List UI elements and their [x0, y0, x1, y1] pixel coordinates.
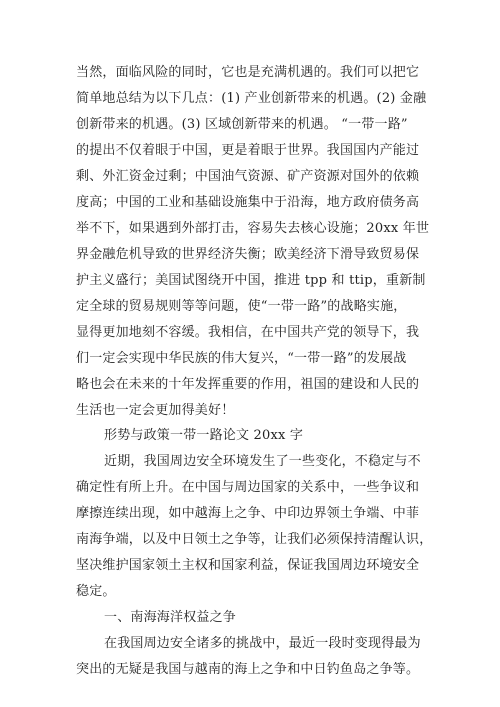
- paragraph-1-line-11: 显得更加地刻不容缓。我相信，在中国共产党的领导下，我: [76, 325, 420, 340]
- paragraph-1-line-12: 们一定会实现中华民族的伟大复兴，“一带一路”的发展战: [76, 351, 407, 366]
- paragraph-1-line-3: 创新带来的机遇。(3) 区域创新带来的机遇。 “一带一路”: [76, 117, 408, 132]
- paragraph-1-line-5: 剩、外汇资金过剩；中国油气资源、矿产资源对国外的依赖: [76, 169, 420, 184]
- paragraph-3-line-1: 在我国周边安全诸多的挑战中，最近一段时变现得最为: [104, 636, 421, 651]
- paragraph-1-line-13: 略也会在未来的十年发挥重要的作用，祖国的建设和人民的: [76, 377, 420, 392]
- paragraph-2-line-2: 确定性有所上升。在中国与周边国家的关系中，一些争议和: [76, 480, 420, 495]
- paragraph-2-line-5: 坚决维护国家领土主权和国家利益，保证我国周边环境安全: [76, 558, 420, 573]
- paragraph-1-line-2: 简单地总结为以下几点：(1) 产业创新带来的机遇。(2) 金融: [76, 91, 427, 106]
- paragraph-1-line-8: 界金融危机导致的世界经济失衡；欧美经济下滑导致贸易保: [76, 247, 420, 262]
- document-heading: 形势与政策一带一路论文 20xx 字: [104, 428, 304, 443]
- paragraph-3-line-2: 突出的无疑是我国与越南的海上之争和中日钓鱼岛之争等。: [76, 662, 420, 677]
- paragraph-2-line-4: 南海争端，以及中日领土之争等，让我们必须保持清醒认识，: [76, 532, 433, 547]
- paragraph-2-line-6: 稳定。: [76, 584, 116, 599]
- paragraph-1-line-4: 的提出不仅着眼于中国，更是着眼于世界。我国国内产能过: [76, 143, 420, 158]
- paragraph-2-line-1: 近期，我国周边安全环境发生了一些变化，不稳定与不: [104, 454, 421, 469]
- paragraph-1-line-9: 护主义盛行；美国试图绕开中国，推进 tpp 和 ttip，重新制: [76, 273, 426, 288]
- paragraph-1-line-6: 度高；中国的工业和基础设施集中于沿海，地方政府债务高: [76, 195, 420, 210]
- paragraph-1-line-1: 当然，面临风险的同时，它也是充满机遇的。我们可以把它: [76, 65, 420, 80]
- section-heading: 一、南海海洋权益之争: [104, 610, 237, 625]
- paragraph-2-line-3: 摩擦连续出现，如中越海上之争、中印边界领土争端、中菲: [76, 506, 420, 521]
- paragraph-1-line-10: 定全球的贸易规则等等问题，使“一带一路”的战略实施，: [76, 299, 407, 314]
- paragraph-1-line-7: 举不下，如果遇到外部打击，容易失去核心设施；20xx 年世: [76, 221, 430, 236]
- paragraph-1-line-14: 生活也一定会更加得美好！: [76, 403, 235, 418]
